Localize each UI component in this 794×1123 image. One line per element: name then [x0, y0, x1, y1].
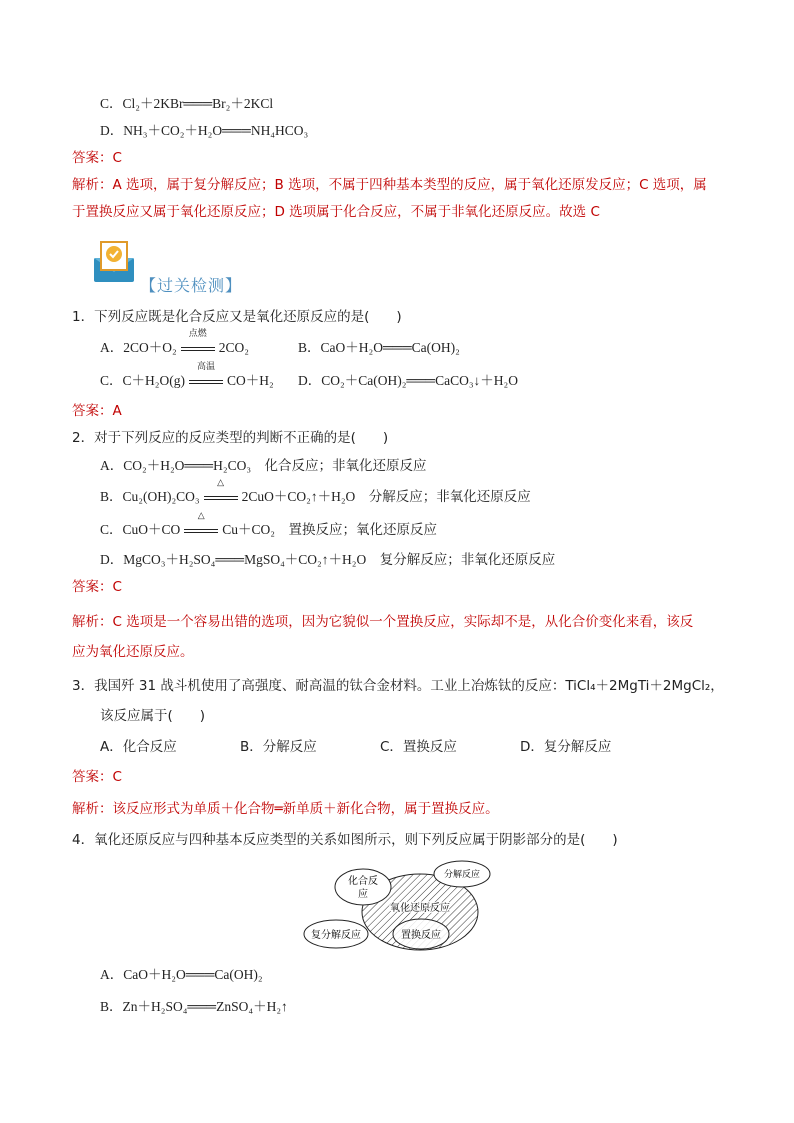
- question-3-option-a: A．化合反应: [100, 739, 177, 755]
- question-2-answer: 答案：C: [72, 579, 122, 595]
- question-3-explanation: 解析：该反应形式为单质＋化合物═新单质＋新化合物，属于置换反应。: [72, 801, 499, 817]
- question-3-stem-2: 该反应属于( ): [100, 708, 206, 724]
- question-4-option-a: A．CaO＋H₂O═══Ca(OH)₂: [100, 967, 263, 982]
- checklist-envelope-icon: [92, 240, 136, 284]
- q1-c-right: CO＋H₂: [226, 373, 274, 388]
- question-2-stem: 2．对于下列反应的反应类型的判断不正确的是( ): [72, 430, 389, 446]
- answer-prev: 答案：C: [72, 150, 122, 166]
- question-1-option-a: [100, 328, 249, 358]
- q2-b-right: 2CuO＋CO₂↑＋H₂O 分解反应；非氧化还原反应: [241, 489, 531, 504]
- section-title: 【过关检测】: [140, 276, 243, 295]
- label-combination: 化合反: [348, 876, 378, 887]
- q1-a-right: 2CO₂: [218, 340, 249, 355]
- question-4-stem: 4．氧化还原反应与四种基本反应类型的关系如图所示，则下列反应属于阴影部分的是( ): [72, 832, 618, 848]
- option-c-prev: C．Cl₂＋2KBr═══Br₂＋2KCl: [100, 96, 274, 111]
- q1-c-left: C．C＋H₂O(g): [100, 373, 185, 388]
- question-3-option-c: C．置换反应: [380, 739, 457, 755]
- question-1-option-b: B．CaO＋H₂O═══Ca(OH)₂: [298, 340, 460, 355]
- question-2-option-c: [100, 510, 437, 540]
- question-3-option-d: D．复分解反应: [520, 739, 612, 755]
- explanation-prev-2: 于置换反应又属于氧化还原反应；D 选项属于化合反应，不属于非氧化还原反应。故选 C: [72, 204, 600, 220]
- label-substitution: 置换反应: [401, 930, 441, 941]
- question-1-option-d: D．CO₂＋Ca(OH)₂═══CaCO₃↓＋H₂O: [298, 373, 519, 388]
- label-decomposition: 分解反应: [443, 870, 481, 880]
- q1-c-condition: 高温: [185, 371, 227, 391]
- venn-diagram: [300, 860, 515, 955]
- question-4-option-b: B．Zn＋H₂SO₄═══ZnSO₄＋H₂↑: [100, 999, 288, 1014]
- question-2-explanation-2: 应为氧化还原反应。: [72, 644, 194, 660]
- q2-b-condition: △: [200, 487, 242, 507]
- question-3-option-b: B．分解反应: [240, 739, 317, 755]
- question-2-option-a: A．CO₂＋H₂O═══H₂CO₃ 化合反应；非氧化还原反应: [100, 458, 427, 473]
- label-combination-2: 应: [358, 889, 368, 900]
- question-1-stem: 1．下列反应既是化合反应又是氧化还原反应的是( ): [72, 309, 402, 325]
- q1-a-condition: 点燃: [177, 338, 219, 358]
- q1-a-left: A．2CO＋O₂: [100, 340, 177, 355]
- question-2-explanation-1: 解析：C 选项是一个容易出错的选项，因为它貌似一个置换反应，实际却不是，从化合价变化来看，该反: [72, 614, 694, 630]
- label-redox: 氧化还原反应: [390, 903, 450, 914]
- question-3-answer: 答案：C: [72, 769, 122, 785]
- explanation-prev-1: 解析：A 选项，属于复分解反应；B 选项，不属于四种基本类型的反应，属于氧化还原发反应；C 选项，属: [72, 177, 707, 193]
- q2-c-left: C．CuO＋CO: [100, 522, 181, 537]
- question-2-option-d: D．MgCO₃＋H₂SO₄═══MgSO₄＋CO₂↑＋H₂O 复分解反应；非氧化还原反应: [100, 552, 556, 567]
- question-2-option-b: [100, 477, 531, 507]
- question-1-answer: 答案：A: [72, 403, 122, 419]
- label-double: 复分解反应: [311, 930, 361, 941]
- q2-c-condition: △: [180, 520, 222, 540]
- question-3-stem-1: 3．我国歼 31 战斗机使用了高强度、耐高温的钛合金材料。工业上冶炼钛的反应：TiCl₄＋2MgTi＋2MgCl₂，: [72, 678, 724, 694]
- q2-b-left: B．Cu₂(OH)₂CO₃: [100, 489, 200, 504]
- question-1-option-c: [100, 361, 274, 391]
- option-d-prev: D．NH₃＋CO₂＋H₂O═══NH₄HCO₃: [100, 123, 309, 138]
- q2-c-right: Cu＋CO₂ 置换反应；氧化还原反应: [222, 522, 437, 537]
